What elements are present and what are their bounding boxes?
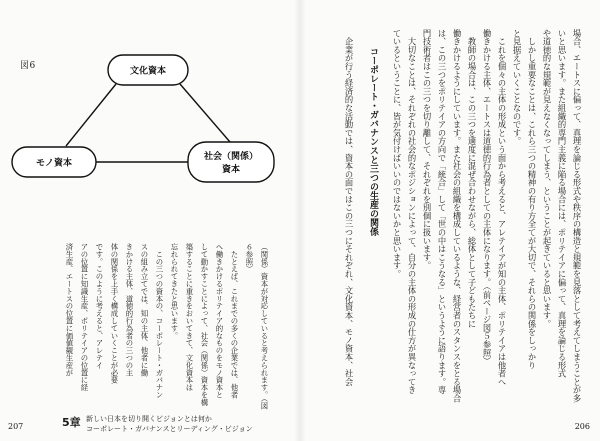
node-label: モノ資本 <box>36 158 72 169</box>
diagram-node-social-capital <box>188 142 274 182</box>
running-title: 新しい日本を切り開くビジョンとは何か <box>86 415 212 423</box>
text-column: この三つの資本の、コーポレート・ガバナン <box>155 243 164 399</box>
text-column: きかける主体、道徳的行為者の三つの主 <box>125 243 134 377</box>
text-column: たとえば、これまでの多くの企業では、他者 <box>230 243 239 399</box>
node-label: 資本 <box>221 165 241 175</box>
text-column: ているということに、皆が気付けばいいのではないかと思います。 <box>392 29 402 278</box>
text-column: 働きかけるようにしています。また社会の組織を構成しているような、経営者のスタンスをとる場合 <box>452 29 462 403</box>
figure-label: 図6 <box>20 61 36 71</box>
text-column: 門技術者はこの三つを切り離して、それぞれを別個に扱います。 <box>422 29 432 270</box>
text-column: 築することに重きをおいてきて、文化資本は <box>185 243 194 391</box>
text-column: 企業が行う経済的な活動では、資本の面ではこの三つにそれぞれ、文化資本、モノ資本、社会 <box>344 29 354 386</box>
text-column: いと思います。また組織的専門主義に陥る場合には、ポリテイアに偏って、真理を論じる形式 <box>557 29 567 378</box>
diagram-edge-top-right <box>180 84 230 142</box>
node-label: 文化資本 <box>129 66 167 77</box>
text-column: 教師の場合は、この三つを適度に混ぜ合わせながら、総体として子どもたちに <box>467 29 477 328</box>
page-number: 207 <box>8 422 24 431</box>
left-body-text <box>62 243 272 415</box>
text-column: して動かすことによって、社会（関係）資本を構 <box>200 243 209 406</box>
text-column: 働きかける主体、エートスは道徳的行為者としての主体になります。（前ページ図５参照） <box>482 29 492 366</box>
page-number: 206 <box>574 422 590 431</box>
text-column: 済生産、エートスの位置に価値観生産が <box>65 243 74 377</box>
running-subtitle: コーポレート・ガバナンスとリーディング・ビジョン <box>86 425 253 433</box>
text-column: スの組み立てでは、知の主体、他者に働 <box>140 243 149 377</box>
right-page <box>300 0 600 441</box>
text-column: しかし重要なことは、これら三つの精神の有り方全てが大切で、それらの関係をしっかり <box>527 29 537 370</box>
node-label: 社会（関係） <box>203 152 259 162</box>
diagram-node-goods-capital <box>12 147 96 177</box>
text-column: は、この三つをポリテイアの方向で「統合」して「世の中はこうなる」というように語ります。専 <box>437 29 447 395</box>
text-column: 体の関係を上手く構成していくことが必要 <box>110 243 119 384</box>
text-column: へ働きかけるポリテイア的なものをモノ資本と <box>215 243 224 399</box>
text-column: 大切なことは、それぞれの社会的なポジションによって、自分の主体の形成の仕方が異なってき <box>407 29 417 395</box>
chapter-mark: 5章 <box>62 416 81 429</box>
text-column: 忘れられてきたと思います。 <box>170 243 179 340</box>
text-column: です。このように考えると、アレテイ <box>95 243 104 369</box>
text-column: アの位置に知識生産、ポリテイアの位置に経 <box>80 243 89 391</box>
right-body-text <box>341 29 584 407</box>
text-column: これを個々の主体の形成という面から考えると、アレテイアが知の主体、ポリテイアは他者へ <box>497 29 507 386</box>
section-heading: コーポレート・ガバナンスと三つの生産の関係 <box>368 47 378 236</box>
text-column: と見据えていくことなのです。 <box>512 29 522 146</box>
diagram-node-culture-capital <box>108 55 188 85</box>
running-footer-title <box>86 414 253 434</box>
text-column: 場合、エートスに偏って、真理を論じる形式や秩序の構造と規範を見落として考えてしまうことが多 <box>572 29 582 403</box>
diagram-edge-top-left <box>66 84 116 146</box>
text-column: （関係）資本が対応していると考えられます。（図 <box>260 243 269 410</box>
text-column: や道徳的な規範が見えなくなってしまう、ということが起きていると思います。 <box>542 29 552 328</box>
capital-triangle-diagram <box>0 0 300 200</box>
text-column: ６参照） <box>245 243 254 273</box>
